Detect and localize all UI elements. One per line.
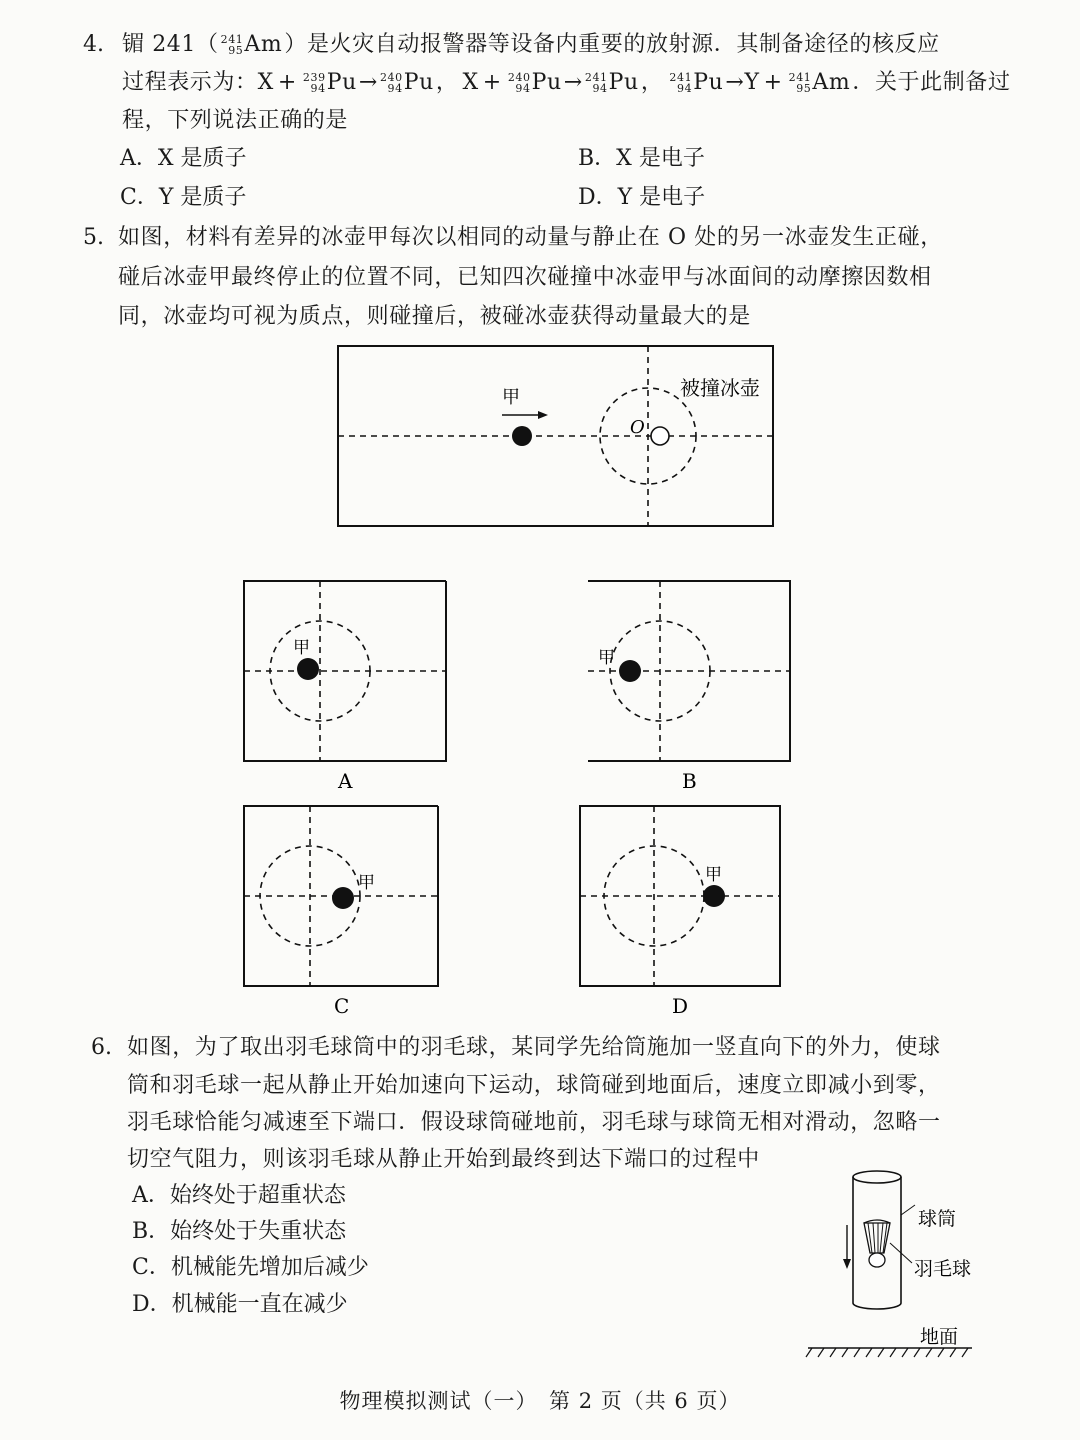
- q4-option-b[interactable]: B．X 是电子: [578, 146, 705, 171]
- am-charge: 95: [228, 44, 244, 57]
- pu241-nuclide: [585, 68, 639, 98]
- o-label: O: [630, 417, 645, 438]
- q5-line-1: 如图，材料有差异的冰壶甲每次以相同的动量与静止在 O 处的另一冰壶发生正碰，: [118, 225, 943, 250]
- pu239-nuclide: [303, 68, 357, 98]
- q6-line-4: 切空气阻力，则该羽毛球从静止开始到最终到达下端口的过程中: [127, 1147, 760, 1172]
- q4-option-a[interactable]: A．X 是质子: [120, 146, 247, 171]
- shuttlecock-icon: [864, 1220, 890, 1267]
- pu240-charge: 94: [515, 82, 531, 95]
- pu-symbol: Pu: [403, 70, 434, 95]
- q4-line1: [122, 30, 940, 60]
- curling-stone-jia: [619, 660, 641, 682]
- am241-charge: 95: [796, 82, 812, 95]
- q4-line1-b: ）是火灾自动报警器等设备内重要的放射源．其制备途径的核反应: [284, 32, 940, 57]
- q6-line-3: 羽毛球恰能匀减速至下端口．假设球筒碰地前，羽毛球与球筒无相对滑动，忽略一: [127, 1110, 941, 1135]
- x-symbol: X: [462, 70, 479, 95]
- q4-line2: [122, 68, 1011, 98]
- q6-line-1: 如图，为了取出羽毛球筒中的羽毛球，某同学先给筒施加一竖直向下的外力，使球: [127, 1035, 941, 1060]
- q5-main-figure: [330, 340, 780, 535]
- q6-number: 6.: [91, 1035, 112, 1060]
- jia-label: 甲: [705, 865, 722, 885]
- q6-line-2: 筒和羽毛球一起从静止开始加速向下运动，球筒碰到地面后，速度立即减小到零，: [127, 1073, 941, 1098]
- pu240-nuclide-b: [508, 68, 562, 98]
- q5-option-d-figure[interactable]: [574, 800, 789, 1020]
- jia-label: 甲: [293, 638, 310, 658]
- q6-tube-figure: [800, 1165, 990, 1365]
- option-letter-d: D: [672, 994, 689, 1018]
- pu241-nuclide-b: [669, 68, 723, 98]
- option-letter-b: B: [682, 769, 697, 793]
- q4-number: 4.: [83, 32, 104, 57]
- comma: ，: [640, 70, 664, 95]
- x-symbol: X: [257, 70, 274, 95]
- struck-stone-label: 被撞冰壶: [680, 376, 760, 400]
- curling-stone-jia: [512, 426, 532, 446]
- q5-option-a-figure[interactable]: [238, 575, 453, 795]
- pu-symbol: Pu: [693, 70, 724, 95]
- arrow: →: [563, 70, 583, 95]
- pu240-nuclide: [380, 68, 434, 98]
- q6-option-a[interactable]: A．始终处于超重状态: [132, 1183, 346, 1208]
- pu241-mass: 241: [584, 71, 608, 84]
- option-letter-c: C: [334, 994, 350, 1018]
- q5-line-3: 同，冰壶均可视为质点，则碰撞后，被碰冰壶获得动量最大的是: [118, 304, 751, 329]
- curling-stone-jia: [332, 887, 354, 909]
- jia-label: 甲: [598, 648, 615, 668]
- comma: ，: [435, 70, 459, 95]
- page-footer: 物理模拟测试（一） 第 2 页（共 6 页）: [339, 1389, 741, 1413]
- direction-arrow-head: [538, 411, 548, 419]
- pu239-mass: 239: [302, 71, 326, 84]
- shuttle-label: 羽毛球: [914, 1258, 972, 1280]
- tube-leader-line: [901, 1205, 915, 1215]
- motion-arrow-head: [843, 1259, 851, 1269]
- pu240-mass: 240: [507, 71, 531, 84]
- jia-label: 甲: [502, 387, 520, 408]
- am-symbol: Am: [244, 32, 283, 57]
- arrow: →: [358, 70, 378, 95]
- am241-mass: 241: [788, 71, 812, 84]
- plus-sign: +: [277, 70, 297, 95]
- am-mass: 241: [220, 33, 244, 46]
- tube-bottom-rim: [853, 1303, 901, 1309]
- am241-nuclide: [789, 68, 851, 98]
- arrow: →: [725, 70, 745, 95]
- struck-curling-stone: [651, 427, 669, 445]
- pu240-charge: 94: [387, 82, 403, 95]
- q6-option-b[interactable]: B．始终处于失重状态: [132, 1219, 347, 1244]
- pu-symbol: Pu: [531, 70, 562, 95]
- plus-sign: +: [482, 70, 502, 95]
- ground-label: 地面: [920, 1326, 959, 1348]
- tube-label: 球筒: [918, 1208, 957, 1230]
- jia-label: 甲: [358, 873, 375, 893]
- ground-hatching: [806, 1348, 968, 1357]
- option-letter-a: A: [338, 769, 353, 793]
- tube-top-rim: [853, 1171, 901, 1183]
- am-nuclide: [221, 30, 283, 60]
- q6-option-d[interactable]: D．机械能一直在减少: [132, 1292, 348, 1317]
- plus-sign: +: [763, 70, 783, 95]
- q4-line1-a: 镅 241（: [122, 32, 219, 57]
- pu239-charge: 94: [310, 82, 326, 95]
- y-symbol: Y: [744, 70, 760, 95]
- q5-option-b-figure[interactable]: [582, 575, 797, 795]
- am-symbol: Am: [812, 70, 851, 95]
- q4-line3: 程，下列说法正确的是: [122, 108, 349, 133]
- q5-line-2: 碰后冰壶甲最终停止的位置不同，已知四次碰撞中冰壶甲与冰面间的动摩擦因数相: [118, 265, 932, 290]
- q5-option-c-figure[interactable]: [238, 800, 453, 1020]
- q4-line2-a: 过程表示为：: [122, 70, 258, 95]
- curling-stone-jia: [703, 885, 725, 907]
- q4-option-c[interactable]: C．Y 是质子: [120, 185, 247, 210]
- pu241-charge: 94: [677, 82, 693, 95]
- pu-symbol: Pu: [608, 70, 639, 95]
- pu241-mass: 241: [669, 71, 693, 84]
- q5-number: 5.: [83, 225, 104, 250]
- pu-symbol: Pu: [326, 70, 357, 95]
- q4-line2-b: ．关于此制备过: [852, 70, 1011, 95]
- pu241-charge: 94: [592, 82, 608, 95]
- q6-option-c[interactable]: C．机械能先增加后减少: [132, 1255, 369, 1280]
- pu240-mass: 240: [379, 71, 403, 84]
- curling-stone-jia: [297, 658, 319, 680]
- q4-option-d[interactable]: D．Y 是电子: [578, 185, 706, 210]
- ice-rink-outline: [338, 346, 773, 526]
